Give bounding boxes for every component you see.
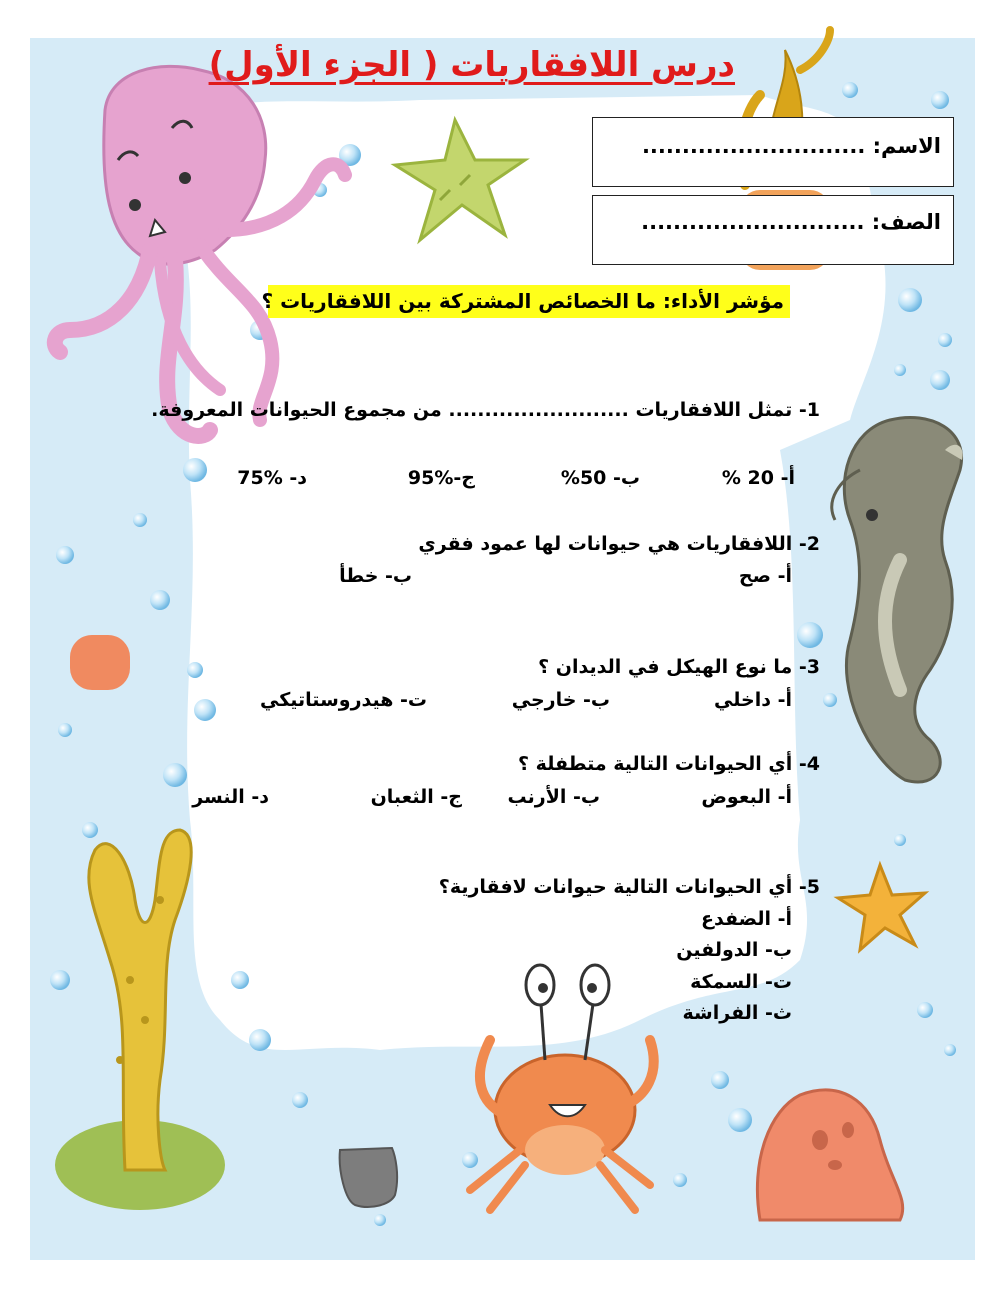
q3-option-c[interactable]: ت- هيدروستاتيكي <box>260 689 427 711</box>
performance-indicator: مؤشر الأداء: ما الخصائص المشتركة بين اللافقاريات ؟ <box>268 285 790 318</box>
q3-option-a[interactable]: أ- داخلي <box>714 689 792 711</box>
q2-option-a[interactable]: أ- صح <box>738 565 792 587</box>
q5-option-d[interactable]: ث- الفراشة <box>682 1002 792 1024</box>
q5-option-b[interactable]: ب- الدولفين <box>676 939 792 961</box>
q4-option-a[interactable]: أ- البعوض <box>701 786 792 808</box>
student-class-box[interactable] <box>592 195 954 265</box>
q3-option-b[interactable]: ب- خارجي <box>511 689 610 711</box>
q1-option-d[interactable]: د- %75 <box>237 467 307 489</box>
question-3-text: 3- ما نوع الهيكل في الديدان ؟ <box>538 656 820 678</box>
q2-option-b[interactable]: ب- خطأ <box>339 565 412 587</box>
worksheet-title: درس اللافقاريات ( الجزء الأول) <box>208 45 735 85</box>
q1-option-b[interactable]: ب- 50% <box>560 467 640 489</box>
student-name-box[interactable] <box>592 117 954 187</box>
q4-option-c[interactable]: ج- الثعبان <box>370 786 462 808</box>
q4-option-d[interactable]: د- النسر <box>192 786 269 808</box>
student-class-label: الصف: ............................ <box>641 210 941 234</box>
q5-option-a[interactable]: أ- الضفدع <box>700 908 792 930</box>
student-name-label: الاسم: ............................ <box>641 134 941 158</box>
q4-option-b[interactable]: ب- الأرنب <box>507 786 600 808</box>
question-2-text: 2- اللافقاريات هي حيوانات لها عمود فقري <box>418 533 820 555</box>
question-4-text: 4- أي الحيوانات التالية متطفلة ؟ <box>518 753 820 775</box>
q1-option-a[interactable]: أ- 20 % <box>721 467 795 489</box>
rock-illustration <box>340 1148 397 1207</box>
question-5-text: 5- أي الحيوانات التالية حيوانات لافقارية؟ <box>438 876 820 898</box>
question-1-text: 1- تمثل اللافقاريات ......................... من مجموع الحيوانات المعروفة. <box>151 399 820 421</box>
q1-option-c[interactable]: ج-%95 <box>407 467 475 489</box>
q5-option-c[interactable]: ت- السمكة <box>690 971 792 993</box>
